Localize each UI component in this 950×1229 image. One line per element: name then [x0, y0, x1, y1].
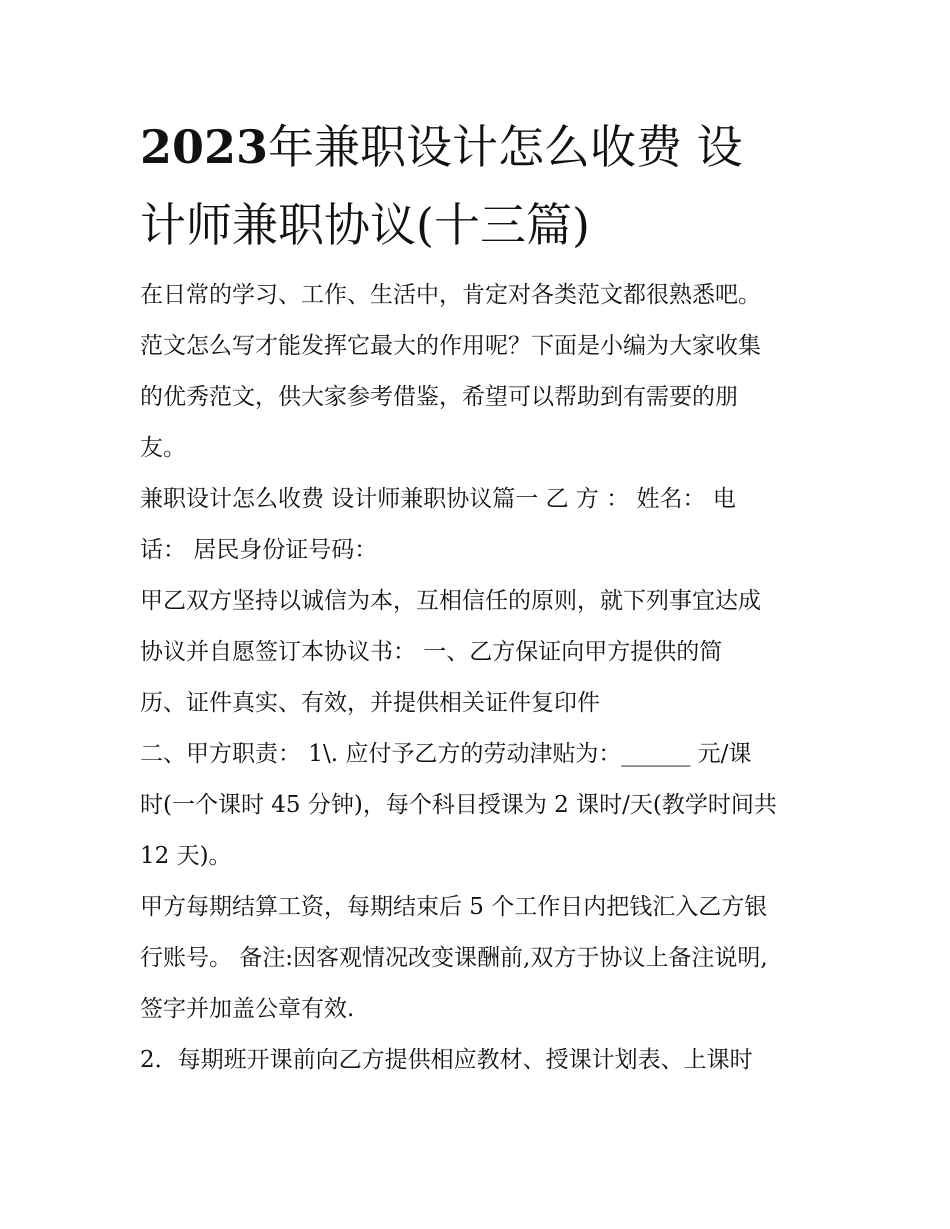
paragraph-party-info: [140, 474, 820, 576]
title-year: 2023: [140, 120, 269, 174]
title-line-1: [140, 108, 820, 186]
text-line: 历、证件真实、有效，并提供相关证件复印件: [140, 690, 600, 716]
text-line: 甲方每期结算工资，每期结束后 5 个工作日内把钱汇入乙方银: [140, 894, 768, 920]
text-line: 在日常的学习、工作、生活中，肯定对各类范文都很熟悉吧。: [140, 282, 761, 308]
text-line: 友。: [140, 435, 186, 461]
text-line: 二、甲方职责： 1\. 应付予乙方的劳动津贴为：______ 元/课: [140, 741, 752, 767]
paragraph-agreement: [140, 576, 820, 729]
document-title: [140, 108, 820, 264]
text-line: 协议并自愿签订本协议书： 一、乙方保证向甲方提供的简: [140, 639, 723, 665]
text-line: 兼职设计怎么收费 设计师兼职协议篇一 乙 方 ： 姓名： 电: [140, 486, 736, 512]
document-page: [140, 108, 820, 1086]
text-line: 话： 居民身份证号码：: [140, 537, 378, 563]
text-line: 12 天)。: [140, 843, 232, 869]
paragraph-intro: [140, 270, 820, 474]
document-body: [140, 270, 820, 1086]
title-line-2: 计师兼职协议(十三篇): [140, 198, 590, 252]
text-line: 范文怎么写才能发挥它最大的作用呢？下面是小编为大家收集: [140, 333, 761, 359]
paragraph-duties: [140, 729, 820, 882]
paragraph-materials: [140, 1035, 820, 1086]
title-line-1-text: 年兼职设计怎么收费 设: [268, 120, 743, 174]
text-line: 行账号。 备注:因客观情况改变课酬前,双方于协议上备注说明,: [140, 945, 768, 971]
text-line: 2．每期班开课前向乙方提供相应教材、授课计划表、上课时: [140, 1047, 753, 1073]
paragraph-settlement: [140, 882, 820, 1035]
text-line: 时(一个课时 45 分钟)，每个科目授课为 2 课时/天(教学时间共: [140, 792, 777, 818]
text-line: 甲乙双方坚持以诚信为本，互相信任的原则，就下列事宜达成: [140, 588, 761, 614]
text-line: 签字并加盖公章有效.: [140, 996, 355, 1022]
text-line: 的优秀范文，供大家参考借鉴，希望可以帮助到有需要的朋: [140, 384, 738, 410]
